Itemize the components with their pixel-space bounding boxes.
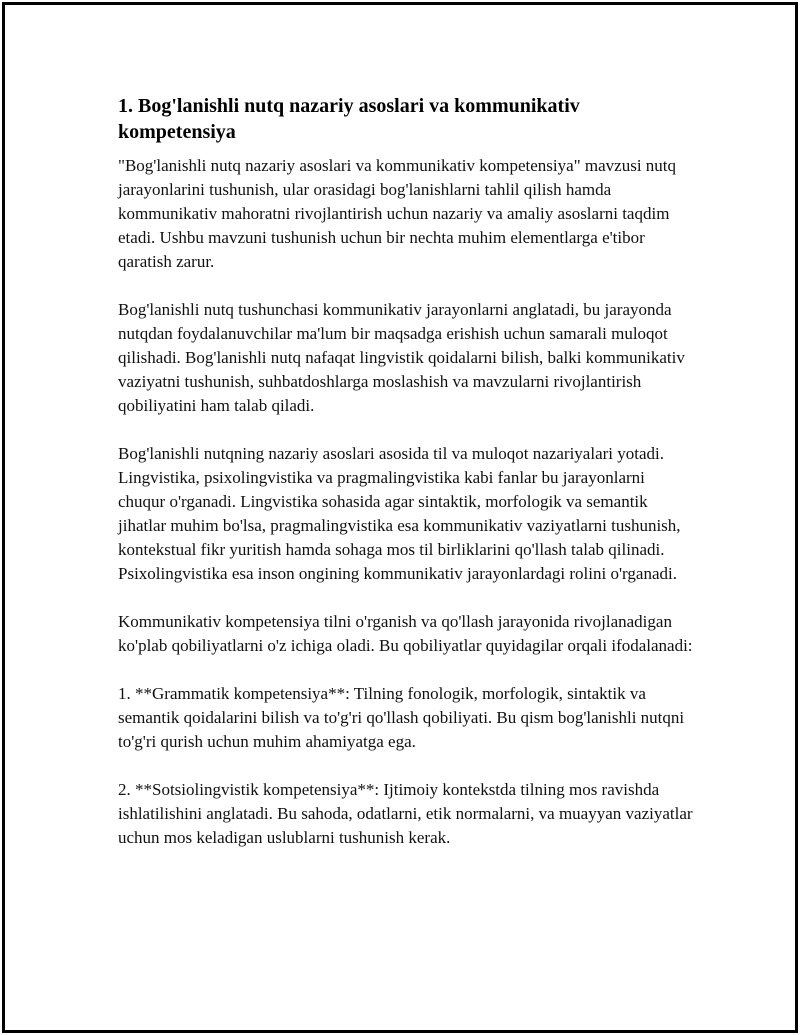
paragraph-competence: Kommunikativ kompetensiya tilni o'rganish va qo'llash jarayonida rivojlanadigan ko'plab qobiliyatlarni o'z ichiga oladi. Bu qobiliyatlar quyidagilar orqali ifodalanadi:	[118, 612, 693, 655]
list-item-grammatical: 1. **Grammatik kompetensiya**: Tilning fonologik, morfologik, sintaktik va semantik qoidalarini bilish va to'g'ri qo'llash qobiliyati. Bu qism bog'lanishli nutqni to'g'ri qurish uchun muhim ahamiyatga ega.	[118, 684, 685, 751]
paragraph-concept: Bog'lanishli nutq tushunchasi kommunikativ jarayonlarni anglatadi, bu jarayonda nutqdan foydalanuvchilar ma'lum bir maqsadga erishish uchun samarali muloqot qilishadi. Bog'lanishli nutq nafaqat lingvistik qoidalarni bilish, balki kommunikativ vaziyatni tushunish, suhbatdoshlarga moslashish va mavzularni rivojlantirish qobiliyatini ham talab qiladi.	[118, 300, 685, 415]
document-body	[118, 93, 693, 874]
section-heading: 1. Bog'lanishli nutq nazariy asoslari va kommunikativ kompetensiya	[118, 95, 580, 143]
paragraph-intro: "Bog'lanishli nutq nazariy asoslari va kommunikativ kompetensiya" mavzusi nutq jarayonlarini tushunish, ular orasidagi bog'lanishlarni tahlil qilish hamda kommunikativ mahoratni rivojlantirish uchun nazariy va amaliy asoslarni taqdim etadi. Ushbu mavzuni tushunish uchun bir nechta muhim elementlarga e'tibor qaratish zarur.	[118, 156, 677, 271]
list-item-sociolinguistic: 2. **Sotsiolingvistik kompetensiya**: Ijtimoiy kontekstda tilning mos ravishda ishlatilishini anglatadi. Bu sahoda, odatlarni, etik normalarni, va muayyan vaziyatlar uchun mos keladigan uslublarni tushunish kerak.	[118, 780, 693, 847]
paragraph-theory: Bog'lanishli nutqning nazariy asoslari asosida til va muloqot nazariyalari yotadi. Lingvistika, psixolingvistika va pragmalingvistika kabi fanlar bu jarayonlarni chuqur o'rganadi. Lingvistika sohasida agar sintaktik, morfologik va semantik jihatlar muhim bo'lsa, pragmalingvistika esa kommunikativ vaziyatlarni tushunish, kontekstual fikr yuritish hamda sohaga mos til birliklarini qo'llash talab qilinadi. Psixolingvistika esa inson ongining kommunikativ jarayonlardagi rolini o'rganadi.	[118, 444, 681, 583]
